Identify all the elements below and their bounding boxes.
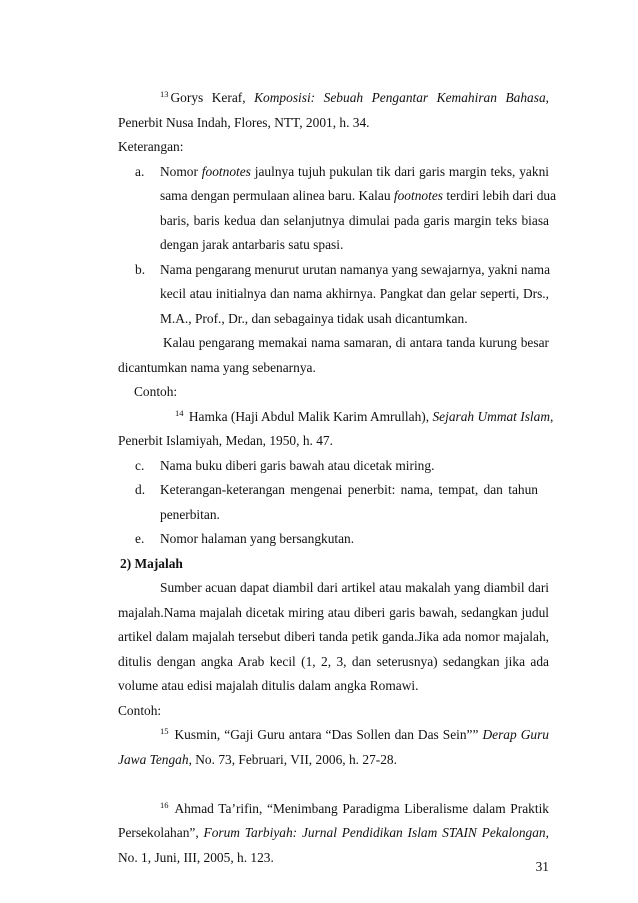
footnote-15-line-2: Jawa Tengah, No. 73, Februari, VII, 2006, h. 27-28. [118,752,397,767]
footnote-number: 13 [160,89,169,99]
item-b-line-2: kecil atau initialnya dan nama akhirnya. Pangkat dan gelar seperti, Drs., [160,286,549,301]
majalah-para-line-4: ditulis dengan angka Arab kecil (1, 2, 3, dan seterusnya) sedangkan jika ada [118,654,549,669]
list-marker-e: e. [135,531,145,546]
footnote-14-line-1: $^{14}$ Hamka (Haji Abdul Malik Karim Amrullah), Sejarah Ummat Islam, [175,408,554,424]
samaran-line-1: Kalau pengarang memakai nama samaran, di antara tanda kurung besar [163,335,549,350]
footnote-16-line-1: $^{16}$ Ahmad Ta’rifin, “Menimbang Paradigma Liberalisme dalam Praktik [160,800,549,816]
item-b-line-1: Nama pengarang menurut urutan namanya yang sewajarnya, yakni nama [160,262,551,277]
journal-title: Derap Guru [482,727,549,742]
journal-title: Jawa Tengah [118,752,189,767]
majalah-para-line-2: majalah.Nama majalah dicetak miring atau diberi garis bawah, sedangkan judul [118,605,549,620]
item-d-line-1: Keterangan-keterangan mengenai penerbit: nama, tempat, dan tahun [160,482,538,497]
footnote-14-line-2: Penerbit Islamiyah, Medan, 1950, h. 47. [118,433,333,448]
item-c-text: Nama buku diberi garis bawah atau dicetak miring. [160,458,435,473]
samaran-line-2: dicantumkan nama yang sebenarnya. [118,360,316,375]
item-b-line-3: M.A., Prof., Dr., dan sebagainya tidak usah dicantumkan. [160,311,468,326]
footnote-number: 15 [160,726,169,736]
footnote-13-line-2: Penerbit Nusa Indah, Flores, NTT, 2001, h. 34. [118,115,370,130]
item-a-line-3: baris, baris kedua dan selanjutnya dimulai pada garis margin teks biasa [160,213,549,228]
book-title: Sejarah Ummat Islam [432,409,551,424]
list-marker-a: a. [135,164,145,179]
majalah-para-line-5: volume atau edisi majalah ditulis dalam angka Romawi. [118,678,419,693]
item-d-line-2: penerbitan. [160,507,220,522]
item-a-line-2: sama dengan permulaan alinea baru. Kalau footnotes terdiri lebih dari dua [160,188,557,203]
footnote-number: 16 [160,800,169,810]
list-marker-b: b. [135,262,146,277]
list-marker-d: d. [135,482,146,497]
list-marker-c: c. [135,458,145,473]
contoh-label-1: Contoh: [134,384,178,399]
keterangan-label: Keterangan: [118,139,184,154]
book-title: Komposisi: Sebuah Pengantar Kemahiran Bahasa [254,90,546,105]
footnote-13-line-1: $^{13}$ Gorys Keraf, Komposisi: Sebuah Pengantar Kemahiran Bahasa, [160,89,549,105]
item-e-text: Nomor halaman yang bersangkutan. [160,531,355,546]
section-heading-majalah: 2) Majalah [120,556,183,571]
footnote-number: 14 [175,408,184,418]
footnote-16-line-3: No. 1, Juni, III, 2005, h. 123. [118,850,274,865]
footnote-15-line-1: $^{15}$ Kusmin, “Gaji Guru antara “Das Sollen dan Das Sein”” Derap Guru [160,726,549,742]
item-a-line-1: Nomor footnotes jaulnya tujuh pukulan tik dari garis margin teks, yakni [160,164,549,179]
contoh-label-2: Contoh: [118,703,162,718]
page-number: 31 [535,859,549,874]
journal-title: Forum Tarbiyah: Jurnal Pendidikan Islam STAIN Pekalongan [203,825,546,840]
item-a-line-4: dengan jarak antarbaris satu spasi. [160,237,344,252]
majalah-para-line-1: Sumber acuan dapat diambil dari artikel atau makalah yang diambil dari [160,580,549,595]
majalah-para-line-3: artikel dalam majalah tersebut diberi tanda petik ganda.Jika ada nomor majalah, [118,629,549,644]
footnote-16-line-2: Persekolahan”, Forum Tarbiyah: Jurnal Pendidikan Islam STAIN Pekalongan, [118,825,549,840]
